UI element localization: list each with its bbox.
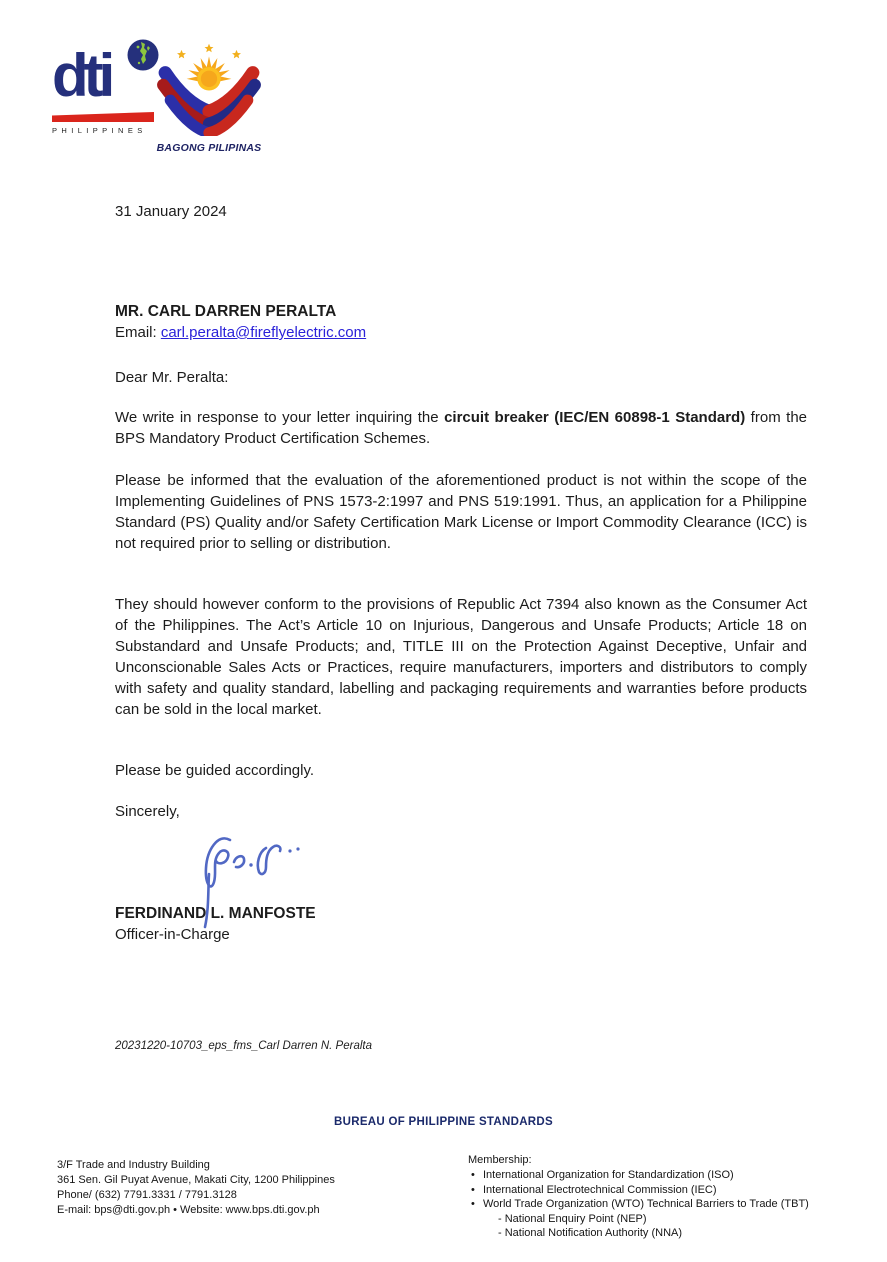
dti-wordmark: dti bbox=[52, 42, 111, 109]
stars-icon bbox=[177, 44, 241, 59]
footer-address-line: Phone/ (632) 7791.3331 / 7791.3128 bbox=[57, 1189, 237, 1201]
membership-item: • World Trade Organization (WTO) Technical Barriers to Trade (TBT) bbox=[468, 1197, 868, 1212]
membership-list bbox=[468, 1168, 868, 1212]
footer-address-block bbox=[57, 1158, 335, 1218]
bagong-pilipinas-caption: BAGONG PILIPINAS bbox=[156, 142, 262, 154]
recipient-block bbox=[115, 301, 366, 343]
membership-item: • International Organization for Standardization (ISO) bbox=[468, 1168, 868, 1183]
footer-address-line: 361 Sen. Gil Puyat Avenue, Makati City, 1200 Philippines bbox=[57, 1174, 335, 1186]
bagong-pilipinas-logo bbox=[150, 42, 268, 154]
footer-address-line: 3/F Trade and Industry Building bbox=[57, 1159, 210, 1171]
salutation: Dear Mr. Peralta: bbox=[115, 369, 229, 386]
letter-date: 31 January 2024 bbox=[115, 203, 227, 220]
paragraph-1-pre: We write in response to your letter inquiring the bbox=[115, 409, 445, 426]
membership-label: Membership: bbox=[468, 1154, 532, 1166]
footer-address-line: E-mail: bps@dti.gov.ph • Website: www.bps.dti.gov.ph bbox=[57, 1204, 320, 1216]
paragraph-1-bold: circuit breaker (IEC/EN 60898-1 Standard) bbox=[444, 409, 746, 426]
paragraph-1-post: from the BPS Mandatory Product Certification Schemes. bbox=[115, 409, 808, 447]
paragraph-2: Please be informed that the evaluation of the aforementioned product is not within the scope of the Implementing Guidelines of PNS 1573-2:1997 and PNS 519:1991. Thus, an application for a Philippine Standard (PS) Quality and/or Safety Certification Mark License or Import Commodity Clearance (ICC) is not required prior to selling or distribution. bbox=[115, 472, 807, 552]
bureau-title: BUREAU OF PHILIPPINE STANDARDS bbox=[334, 1116, 553, 1128]
dti-country-label: PHILIPPINES bbox=[52, 126, 147, 135]
membership-sub-item: - National Enquiry Point (NEP) bbox=[498, 1212, 647, 1225]
paragraph-3: They should however conform to the provisions of Republic Act 7394 also known as the Consumer Act of the Philippines. The Act’s Article 10 on Injurious, Dangerous and Unsafe Products; Article 18 on Substandard and Unsafe Products; and, TITLE III on the Protection Against Deceptive, Unfair and Unconscionable Sales Acts or Practices, require manufacturers, importers and distributors to comply with safety and quality standard, labelling and packaging requirements and warranties before products can be sold in the local market. bbox=[115, 596, 807, 718]
recipient-name: MR. CARL DARREN PERALTA bbox=[115, 303, 337, 320]
sun-icon bbox=[187, 56, 232, 90]
recipient-email-line bbox=[115, 322, 366, 343]
signoff: Sincerely, bbox=[115, 803, 180, 820]
signer-name: FERDINAND L. MANFOSTE bbox=[115, 905, 316, 922]
dti-red-bar bbox=[52, 112, 154, 122]
reference-line: 20231220-10703_eps_fms_Carl Darren N. Peralta bbox=[115, 1040, 372, 1052]
email-label: Email: bbox=[115, 324, 161, 341]
dti-logo bbox=[52, 44, 156, 135]
recipient-email-link[interactable]: carl.peralta@fireflyelectric.com bbox=[160, 324, 367, 341]
paragraph-1 bbox=[115, 407, 807, 449]
membership-item: • International Electrotechnical Commission (IEC) bbox=[468, 1183, 868, 1198]
signature-image bbox=[178, 824, 338, 930]
footer-membership-block bbox=[468, 1153, 868, 1240]
closing-line: Please be guided accordingly. bbox=[115, 762, 315, 779]
bagong-pilipinas-emblem bbox=[153, 42, 265, 136]
membership-sub-item: - National Notification Authority (NNA) bbox=[498, 1226, 683, 1239]
signer-title: Officer-in-Charge bbox=[115, 926, 230, 943]
